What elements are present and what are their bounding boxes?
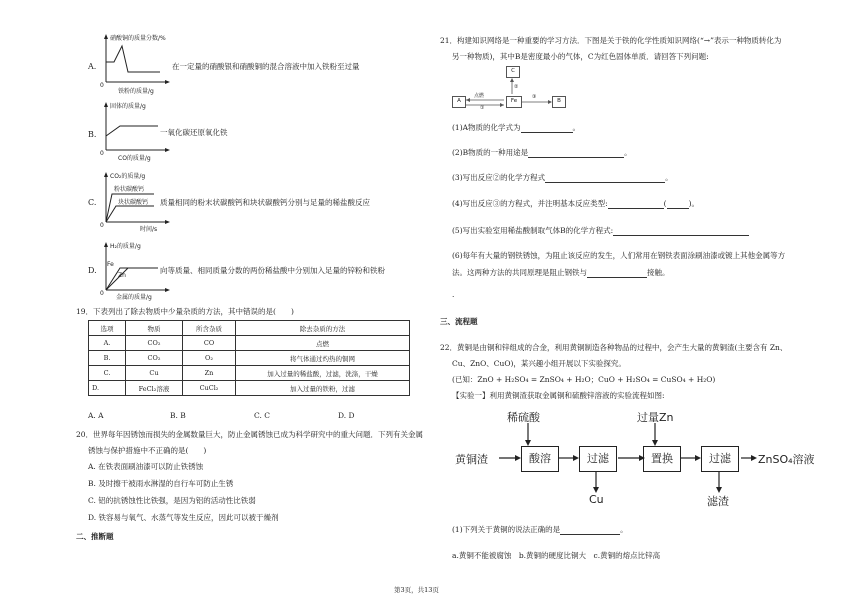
- graph-d-curve1: Fe: [107, 261, 114, 268]
- graph-c-origin: 0: [100, 222, 104, 229]
- table-cell: CO: [183, 336, 236, 351]
- q21-sub2-end: 。: [624, 148, 632, 157]
- graph-c-ylabel: CO₂的质量/g: [110, 173, 146, 180]
- graph-c-curve1: 粉状碳酸钙: [114, 186, 145, 193]
- flow-output: ZnSO₄溶液: [758, 453, 815, 466]
- table-cell: 点燃: [236, 336, 410, 351]
- table-cell: CuCl₂: [183, 381, 236, 396]
- table-cell: A.: [89, 336, 126, 351]
- q20-stem-line1: 20．世界每年因锈蚀而损失的金属数量巨大，防止金属锈蚀已成为科学研究中的重大问题．下列有关金属: [76, 430, 424, 439]
- q21-sub4-end: )。: [688, 199, 700, 208]
- q21-sub5: [452, 226, 749, 236]
- q20-option-c[interactable]: C. 铝的抗锈蚀性比铁强，是因为铝的活动性比铁弱: [88, 496, 256, 505]
- node-b: B: [552, 96, 566, 108]
- table-cell: C.: [89, 366, 126, 381]
- graph-b-origin: 0: [100, 150, 104, 157]
- flow-arrows: [455, 405, 795, 505]
- q21-stem-line2: 另一种物质)，其中B是密度最小的气体，C为红色固体单质．请回答下列问题:: [452, 52, 709, 61]
- marker-3: ③: [532, 94, 537, 100]
- table-cell: FeCl₂溶液: [126, 381, 183, 396]
- q22-stem-line1: 22．黄铜是由铜和锌组成的合金，利用黄铜制造各种物品的过程中，会产生大量的黄铜渣(主要含有 Zn、: [440, 343, 788, 352]
- answer-blank[interactable]: [545, 174, 665, 183]
- table-row: [89, 351, 410, 366]
- table-cell: 将气体通过灼热的铜网: [236, 351, 410, 366]
- q21-sub1-text: (1)A物质的化学式为: [452, 123, 521, 132]
- option-letter: A.: [88, 62, 97, 71]
- q21-sub6-text: 法。这两种方法的共同原理是阻止钢铁与: [452, 268, 587, 277]
- q21-dot: .: [452, 290, 455, 299]
- table-header: 除去杂质的方法: [236, 321, 410, 336]
- flow-step-filter1: 过滤: [579, 446, 617, 472]
- q20-option-b[interactable]: B. 及时擦干被雨水淋湿的自行车可防止生锈: [88, 479, 234, 488]
- q22-sub1-text: (1)下列关于黄铜的说法正确的是: [452, 525, 561, 534]
- section-heading: 三、流程题: [440, 317, 478, 326]
- answer-blank[interactable]: [528, 149, 624, 158]
- q19-table: [88, 320, 410, 396]
- q19-choice-a[interactable]: A. A: [88, 411, 104, 420]
- q22-sub1-end: 。: [620, 525, 628, 534]
- table-row: [89, 381, 410, 396]
- table-header: 选项: [89, 321, 126, 336]
- q22-sub1: [452, 525, 628, 535]
- table-cell: Cu: [126, 366, 183, 381]
- flow-acid: 稀硫酸: [507, 411, 540, 424]
- q19-stem: 19．下表列出了除去物质中少量杂质的方法，其中错误的是( ): [76, 307, 294, 316]
- flow-zn: 过量Zn: [637, 411, 674, 424]
- option-a-text: 在一定量的硝酸银和硝酸铜的混合溶液中加入铁粉至过量: [172, 62, 360, 71]
- q21-sub2: [452, 148, 632, 158]
- answer-blank[interactable]: [613, 227, 749, 236]
- marker-1: ①: [480, 105, 485, 111]
- option-c: [88, 170, 418, 232]
- node-fe: Fe: [506, 96, 522, 108]
- q19-choice-d[interactable]: D. D: [338, 411, 355, 420]
- graph-c-xlabel: 时间/s: [140, 226, 158, 233]
- answer-blank[interactable]: [587, 269, 647, 278]
- table-cell: B.: [89, 351, 126, 366]
- answer-blank[interactable]: [608, 200, 664, 209]
- option-letter: D.: [88, 266, 97, 275]
- option-c-text: 质量相同的粉末状碳酸钙和块状碳酸钙分别与足量的稀盐酸反应: [160, 198, 370, 207]
- flow-step-acid-dissolve: 酸溶: [521, 446, 559, 472]
- graph-a-origin: 0: [100, 82, 104, 89]
- q21-sub3: [452, 173, 673, 183]
- q22-stem-line2: Cu、ZnO、CuO)，某兴趣小组开展以下实验探究。: [452, 359, 626, 368]
- q21-sub3-text: (3)写出反应②的化学方程式: [452, 173, 546, 182]
- q21-diagram: [452, 64, 572, 112]
- graph-d-ylabel: H₂的质量/g: [110, 243, 141, 250]
- q19-choice-c[interactable]: C. C: [254, 411, 270, 420]
- table-row: [89, 336, 410, 351]
- option-d: [88, 240, 418, 302]
- flow-residue: 滤渣: [707, 495, 729, 508]
- table-header-row: [89, 321, 410, 336]
- q20-option-a[interactable]: A. 在铁表面刷油漆可以防止铁锈蚀: [88, 462, 204, 471]
- flow-step-filter2: 过滤: [701, 446, 739, 472]
- option-letter: C.: [88, 198, 97, 207]
- graph-b-ylabel: 固体的质量/g: [110, 103, 146, 110]
- q21-sub3-end: 。: [665, 173, 673, 182]
- graph-a-ylabel: 硝酸铜的质量分数/%: [110, 35, 166, 42]
- q21-sub5-text: (5)写出实验室用稀盐酸制取气体B的化学方程式:: [452, 226, 614, 235]
- node-c: C: [506, 66, 520, 78]
- q21-sub6-line1: (6)每年有大量的钢铁锈蚀，为阻止该反应的发生，人们常用在钢铁表面涂刷油漆或镀上其他金属等方: [452, 251, 786, 260]
- q21-sub1: [452, 123, 580, 133]
- graph-d-origin: 0: [100, 290, 104, 297]
- marker-2: ②: [514, 84, 519, 90]
- q22-known: (已知：ZnO + H₂SO₄ = ZnSO₄ + H₂O；CuO + H₂SO₄ = CuSO₄ + H₂O): [452, 375, 716, 384]
- q21-sub4-mid: (: [663, 199, 667, 208]
- option-b-text: 一氧化碳还原氧化铁: [160, 128, 228, 137]
- q22-exp1: 【实验一】利用黄铜渣获取金属铜和硫酸锌溶液的实验流程如图:: [452, 391, 665, 400]
- option-letter: B.: [88, 130, 97, 139]
- q20-stem-line2: 锈蚀与保护措施中不正确的是( ): [88, 446, 207, 455]
- table-cell: Zn: [183, 366, 236, 381]
- q21-sub4: [452, 199, 699, 209]
- q21-sub2-text: (2)B物质的一种用途是: [452, 148, 529, 157]
- table-row: [89, 366, 410, 381]
- answer-blank[interactable]: [521, 124, 573, 133]
- section-heading: 二、推断题: [76, 532, 114, 541]
- table-cell: CO₂: [126, 336, 183, 351]
- page-footer: 第3页，共13页: [394, 586, 439, 594]
- q21-sub1-end: 。: [572, 123, 581, 132]
- answer-blank[interactable]: [560, 526, 620, 535]
- option-b: [88, 100, 418, 160]
- option-a: [88, 32, 418, 95]
- q21-sub4-text: (4)写出反应③的方程式，并注明基本反应类型:: [452, 199, 608, 208]
- table-cell: CO₂: [126, 351, 183, 366]
- q21-sub6-end: 接触。: [647, 268, 670, 277]
- node-a: A: [452, 96, 466, 108]
- flow-step-displace: 置换: [643, 446, 681, 472]
- answer-blank[interactable]: [667, 200, 689, 209]
- q21-sub6-line2: [452, 268, 670, 278]
- q22-sub1-choices: a.黄铜不能被腐蚀 b.黄铜的硬度比铜大 c.黄铜的熔点比锌高: [452, 551, 661, 560]
- graph-a-xlabel: 铁粉的质量/g: [118, 88, 154, 95]
- graph-b-xlabel: CO的质量/g: [118, 155, 151, 162]
- q19-choice-b[interactable]: B. B: [170, 411, 186, 420]
- marker-cond: 点燃: [474, 93, 485, 99]
- graph-d-curve2: Zn: [118, 272, 126, 279]
- table-cell: 加入过量的稀盐酸，过滤，洗涤，干燥: [236, 366, 410, 381]
- flow-cu: Cu: [589, 493, 604, 506]
- graph-d-xlabel: 金属的质量/g: [116, 294, 152, 301]
- q22-flow-diagram: [455, 405, 815, 508]
- q21-stem-line1: 21．构建知识网络是一种重要的学习方法．下图是关于铁的化学性质知识网络(“→”表示一种物质转化为: [440, 36, 782, 45]
- table-header: 所含杂质: [183, 321, 236, 336]
- flow-input: 黄铜渣: [455, 453, 488, 466]
- table-cell: 加入过量的铁粉，过滤: [236, 381, 410, 396]
- option-d-text: 向等质量、相同质量分数的两份稀盐酸中分别加入足量的锌粉和铁粉: [160, 266, 385, 275]
- table-cell: D.: [89, 381, 126, 396]
- graph-c-curve2: 块状碳酸钙: [118, 199, 149, 206]
- table-cell: O₂: [183, 351, 236, 366]
- q20-option-d[interactable]: D. 铁容易与氧气、水蒸气等发生反应，因此可以被于燥剂: [88, 513, 279, 522]
- table-header: 物质: [126, 321, 183, 336]
